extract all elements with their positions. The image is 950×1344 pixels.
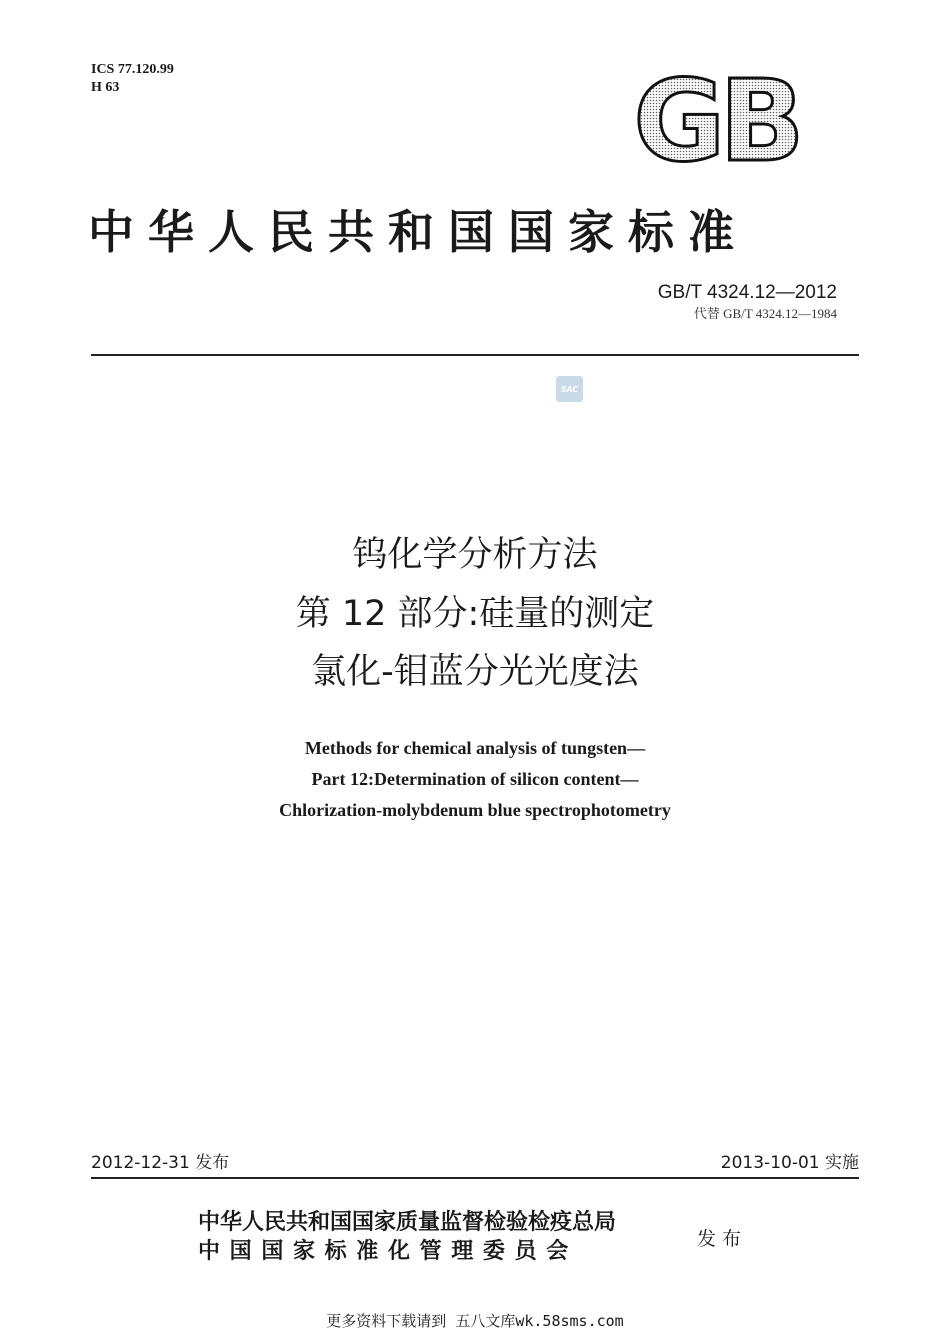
national-standard-title: 中华人民共和国国家标准 — [88, 205, 748, 259]
header-divider — [91, 354, 859, 356]
footer-divider — [91, 1177, 859, 1179]
classification-codes — [91, 61, 174, 97]
svg-text:GB: GB — [633, 72, 799, 168]
standard-number-block — [658, 281, 837, 323]
standard-number: GB/T 4324.12—2012 — [657, 282, 837, 303]
ics-code: ICS 77.120.99 — [91, 62, 174, 77]
title-cn-line-1: 钨化学分析方法 — [352, 535, 598, 575]
issuer-sac: 中 国 国 家 标 准 化 管 理 委 员 会 — [198, 1239, 570, 1264]
title-cn-line-3: 氯化-钼蓝分光光度法 — [311, 652, 639, 692]
issue-date: 2012-12-31 发布 — [91, 1153, 230, 1173]
title-cn-line-2: 第 12 部分:硅量的测定 — [295, 594, 655, 634]
title-en-line-3: Chlorization-molybdenum blue spectrophotometry — [279, 800, 671, 820]
download-footer: 更多资料下载请到 五八文库wk.58sms.com — [326, 1312, 624, 1330]
gb-logo — [622, 72, 810, 168]
publish-label: 发布 — [697, 1228, 748, 1250]
issuer-aqsiq: 中华人民共和国国家质量监督检验检疫总局 — [198, 1210, 617, 1235]
ccs-code: H 63 — [91, 80, 120, 95]
title-en-line-1: Methods for chemical analysis of tungsten— — [304, 738, 646, 758]
title-en-line-2: Part 12:Determination of silicon content— — [311, 769, 639, 789]
replaces-standard: 代替 GB/T 4324.12—1984 — [693, 306, 837, 321]
implementation-date: 2013-10-01 实施 — [720, 1153, 859, 1173]
sac-watermark: SAC — [556, 376, 583, 402]
